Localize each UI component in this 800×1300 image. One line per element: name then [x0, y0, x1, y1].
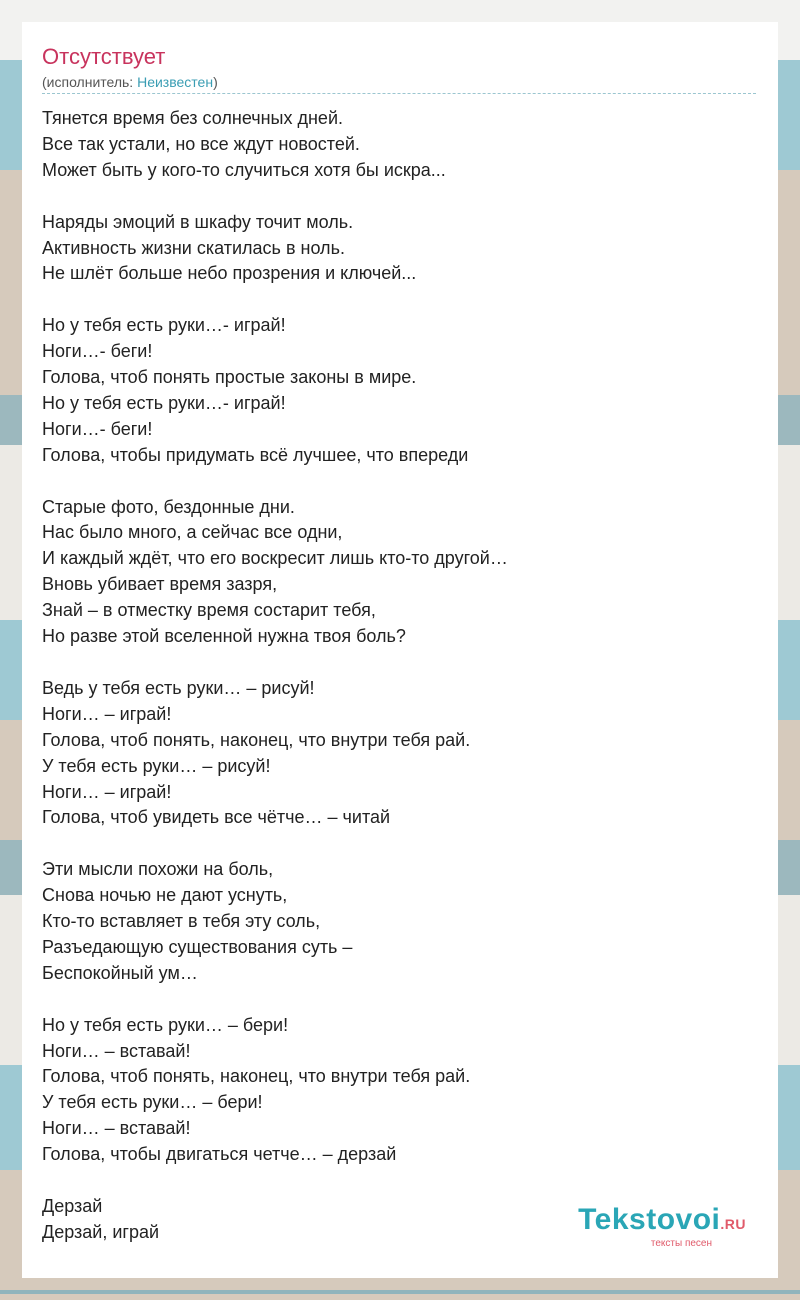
stanza	[42, 313, 756, 468]
lyric-line: Дерзай, играй	[42, 1221, 160, 1242]
lyric-line: Дерзай	[42, 1195, 103, 1216]
lyric-line: Нас было много, а сейчас все одни,	[42, 522, 343, 543]
lyric-line: Все так устали, но все ждут новостей.	[42, 133, 360, 154]
artist-link[interactable]: Неизвестен	[137, 74, 214, 90]
logo-subtitle: тексты песен	[650, 1238, 712, 1249]
lyric-line: Но у тебя есть руки… – бери!	[42, 1014, 289, 1035]
stanza	[42, 495, 756, 650]
stanza	[42, 210, 756, 288]
lyric-line: Не шлёт больше небо прозрения и ключей...	[42, 263, 417, 284]
stanza	[42, 676, 756, 831]
stanza	[42, 106, 756, 184]
lyrics-text	[42, 106, 756, 1246]
lyric-line: Знай – в отместку время состарит тебя,	[42, 600, 376, 621]
lyric-line: Но у тебя есть руки…- играй!	[42, 315, 286, 336]
lyric-line: Снова ночью не дают уснуть,	[42, 885, 288, 906]
artist-prefix: (исполнитель:	[42, 74, 138, 90]
artist-line	[42, 73, 218, 91]
song-title: Отсутствует	[42, 44, 166, 69]
lyric-line: Ноги… – вставай!	[42, 1118, 191, 1139]
lyric-line: Может быть у кого-то случиться хотя бы искра...	[42, 159, 446, 180]
logo-tld: .RU	[720, 1216, 746, 1232]
lyric-line: Кто-то вставляет в тебя эту соль,	[42, 911, 321, 932]
lyric-line: Ноги…- беги!	[42, 418, 153, 439]
lyric-line: Вновь убивает время зазря,	[42, 574, 278, 595]
lyric-line: Но у тебя есть руки…- играй!	[42, 392, 286, 413]
lyric-line: Тянется время без солнечных дней.	[42, 108, 343, 128]
lyric-line: Ноги…- беги!	[42, 341, 153, 362]
lyric-line: Голова, чтоб понять простые законы в мире.	[42, 367, 417, 388]
site-logo[interactable]	[578, 1204, 746, 1250]
lyric-line: Активность жизни скатилась в ноль.	[42, 237, 345, 258]
lyric-line: Ведь у тебя есть руки… – рисуй!	[42, 677, 315, 698]
lyric-line: Но разве этой вселенной нужна твоя боль?	[42, 626, 406, 647]
lyric-line: Старые фото, бездонные дни.	[42, 496, 295, 517]
lyric-line: Разъедающую существования суть –	[42, 936, 353, 957]
stanza	[42, 857, 756, 987]
lyric-line: Беспокойный ум…	[42, 962, 198, 983]
lyrics-card	[22, 22, 778, 1278]
lyric-line: И каждый ждёт, что его воскресит лишь кто-то другой…	[42, 548, 508, 569]
lyric-line: У тебя есть руки… – бери!	[42, 1092, 263, 1113]
lyric-line: У тебя есть руки… – рисуй!	[42, 755, 271, 776]
lyric-line: Эти мысли похожи на боль,	[42, 859, 274, 880]
lyric-line: Ноги… – играй!	[42, 703, 172, 724]
lyric-line: Голова, чтобы двигаться четче… – дерзай	[42, 1144, 397, 1165]
artist-suffix: )	[213, 74, 218, 90]
lyric-line: Голова, чтоб увидеть все чётче… – читай	[42, 807, 391, 828]
lyric-line: Голова, чтоб понять, наконец, что внутри тебя рай.	[42, 1066, 471, 1087]
lyric-line: Ноги… – вставай!	[42, 1040, 191, 1061]
lyric-line: Наряды эмоций в шкафу точит моль.	[42, 211, 354, 232]
stanza	[42, 1013, 756, 1168]
lyric-line: Голова, чтобы придумать всё лучшее, что впереди	[42, 444, 469, 465]
divider	[42, 93, 756, 94]
lyric-line: Голова, чтоб понять, наконец, что внутри тебя рай.	[42, 729, 471, 750]
bottom-stripe	[0, 1290, 800, 1294]
logo-text: Tekstovoi	[578, 1203, 721, 1236]
lyric-line: Ноги… – играй!	[42, 781, 172, 802]
